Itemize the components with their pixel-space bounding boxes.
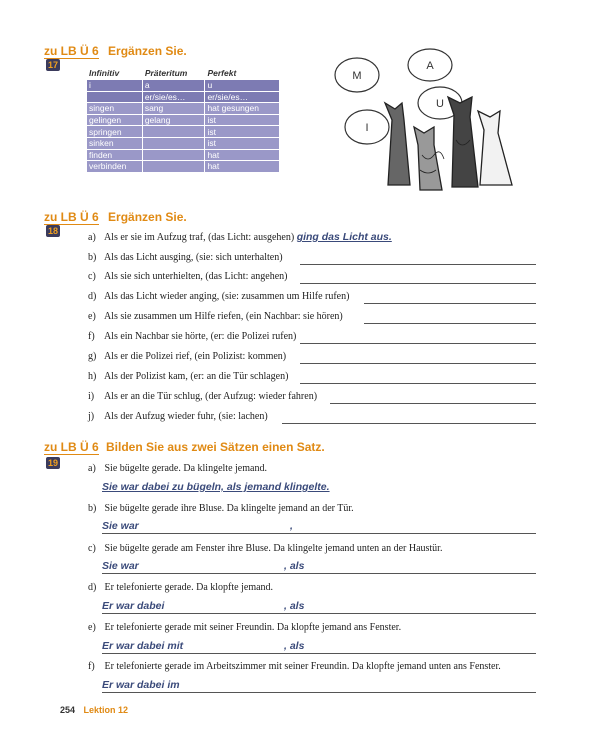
ex18-item: g) Als er die Polizei rief, (ein Polizist: kommen) xyxy=(88,351,287,362)
item-text: Als er an die Tür schlug, (der Aufzug: wieder fahren) xyxy=(103,391,318,402)
ex19-item: a) Sie bügelte gerade. Da klingelte jemand. xyxy=(88,463,267,474)
item-text: Als er sie im Aufzug traf, (das Licht: ausgehen) xyxy=(103,232,295,243)
col-infinitiv: Infinitiv xyxy=(87,67,143,80)
handwritten-answer: ging das Licht aus. xyxy=(296,231,392,243)
verb-table-header xyxy=(87,67,280,80)
answer-line[interactable] xyxy=(102,692,536,693)
table-row xyxy=(87,103,280,115)
table-row xyxy=(87,161,280,173)
table-cell-blank[interactable] xyxy=(142,126,205,138)
cat-figure xyxy=(448,97,478,187)
item-text: Er telefonierte gerade im Arbeitszimmer mit seiner Freundin. Da klopfte jemand unten ans Fenster. xyxy=(104,661,501,672)
page-footer xyxy=(60,705,128,715)
table-cell-blank[interactable] xyxy=(142,149,205,161)
answer-start: Er war dabei im xyxy=(102,679,180,691)
ex18-item: i) Als er an die Tür schlug, (der Aufzug: wieder fahren) xyxy=(88,391,318,402)
cat-figure xyxy=(414,127,442,190)
table-cell: a xyxy=(142,80,205,92)
ex19-number: 19 xyxy=(47,458,58,468)
answer-connector: , als xyxy=(284,560,305,572)
item-text: Als sie sich unterhielten, (das Licht: angehen) xyxy=(103,271,288,282)
table-cell: ist xyxy=(205,114,280,126)
answer-connector: , als xyxy=(284,640,305,652)
ex19-item: d) Er telefonierte gerade. Da klopfte jemand. xyxy=(88,582,274,593)
ex19-item: f) Er telefonierte gerade im Arbeitszimmer mit seiner Freundin. Da klopfte jemand unten ans Fenster. xyxy=(88,661,501,672)
answer-start: Sie war xyxy=(102,560,139,572)
table-cell: hat xyxy=(205,149,280,161)
cat-figure xyxy=(478,111,512,185)
table-cell: gelang xyxy=(142,114,205,126)
answer-connector: , als xyxy=(284,600,305,612)
item-text: Sie bügelte gerade ihre Bluse. Da klingelte jemand an der Tür. xyxy=(104,503,354,514)
ex18-item: b) Als das Licht ausging, (sie: sich unterhalten) xyxy=(88,252,283,263)
answer-start: Er war dabei mit xyxy=(102,640,184,652)
table-row xyxy=(87,126,280,138)
ex17-heading: Ergänzen Sie. xyxy=(108,44,187,58)
bubble-letter: U xyxy=(436,98,444,110)
page-number: 254 xyxy=(60,705,76,715)
ex17-number: 17 xyxy=(47,60,58,70)
lesson-label: Lektion 12 xyxy=(83,705,129,715)
ex18-item: j) Als der Aufzug wieder fuhr, (sie: lachen) xyxy=(88,411,268,422)
table-row xyxy=(87,149,280,161)
answer-line[interactable] xyxy=(300,383,536,384)
table-row xyxy=(87,91,280,103)
answer-line[interactable] xyxy=(102,573,536,574)
ex18-item: e) Als sie zusammen um Hilfe riefen, (ein Nachbar: sie hören) xyxy=(88,311,343,322)
ex18-item: d) Als das Licht wieder anging, (sie: zusammen um Hilfe rufen) xyxy=(88,291,350,302)
table-cell: i xyxy=(87,80,143,92)
cats-illustration xyxy=(330,45,540,195)
ex17-title xyxy=(44,44,187,58)
ex18-item: h) Als der Polizist kam, (er: an die Tür schlagen) xyxy=(88,371,289,382)
item-text: Als der Polizist kam, (er: an die Tür schlagen) xyxy=(103,371,289,382)
table-cell: verbinden xyxy=(87,161,143,173)
table-cell: sinken xyxy=(87,137,143,149)
answer-start: Sie war xyxy=(102,520,139,532)
item-text: Sie bügelte gerade am Fenster ihre Bluse. Da klingelte jemand unten an der Haustür. xyxy=(104,543,443,554)
answer-line[interactable] xyxy=(300,343,536,344)
item-text: Als er die Polizei rief, (ein Polizist: kommen) xyxy=(103,351,287,362)
table-cell: ist xyxy=(205,126,280,138)
ex18-item: a) Als er sie im Aufzug traf, (das Licht: ausgehen) ging das Licht aus. xyxy=(88,231,392,243)
ex18-title xyxy=(44,210,187,224)
answer-start: Er war dabei xyxy=(102,600,165,612)
table-cell: er/sie/es… xyxy=(205,91,280,103)
table-cell: u xyxy=(205,80,280,92)
item-text: Als sie zusammen um Hilfe riefen, (ein Nachbar: sie hören) xyxy=(103,311,343,322)
answer-line[interactable] xyxy=(282,423,536,424)
col-praeteritum: Präteritum xyxy=(142,67,205,80)
table-cell: singen xyxy=(87,103,143,115)
answer-line[interactable] xyxy=(102,533,536,534)
answer-line[interactable] xyxy=(102,653,536,654)
bubble-letter: A xyxy=(426,60,434,72)
answer-line[interactable] xyxy=(364,323,536,324)
handwritten-answer: Sie war dabei zu bügeln, als jemand klingelte. xyxy=(102,481,330,493)
table-cell: finden xyxy=(87,149,143,161)
answer-line[interactable] xyxy=(300,264,536,265)
table-cell-blank[interactable] xyxy=(142,137,205,149)
table-cell: sang xyxy=(142,103,205,115)
ex19-ref: zu LB Ü 6 xyxy=(44,440,99,454)
item-text: Als das Licht wieder anging, (sie: zusammen um Hilfe rufen) xyxy=(103,291,350,302)
table-cell: hat xyxy=(205,161,280,173)
table-cell: ist xyxy=(205,137,280,149)
table-cell: gelingen xyxy=(87,114,143,126)
ex19-item: b) Sie bügelte gerade ihre Bluse. Da klingelte jemand an der Tür. xyxy=(88,503,354,514)
item-text: Als ein Nachbar sie hörte, (er: die Polizei rufen) xyxy=(103,331,297,342)
answer-line[interactable] xyxy=(364,303,536,304)
ex19-item: c) Sie bügelte gerade am Fenster ihre Bluse. Da klingelte jemand unten an der Haustür. xyxy=(88,543,443,554)
table-row xyxy=(87,80,280,92)
table-cell xyxy=(87,91,143,103)
ex19-heading: Bilden Sie aus zwei Sätzen einen Satz. xyxy=(106,440,325,454)
ex18-heading: Ergänzen Sie. xyxy=(108,210,187,224)
ex17-ref: zu LB Ü 6 xyxy=(44,44,99,58)
item-text: Er telefonierte gerade. Da klopfte jemand. xyxy=(104,582,274,593)
table-cell-blank[interactable] xyxy=(142,161,205,173)
ex18-item: c) Als sie sich unterhielten, (das Licht: angehen) xyxy=(88,271,288,282)
col-perfekt: Perfekt xyxy=(205,67,280,80)
ex18-item: f) Als ein Nachbar sie hörte, (er: die Polizei rufen) xyxy=(88,331,297,342)
answer-line[interactable] xyxy=(330,403,536,404)
verb-table xyxy=(86,66,280,173)
item-text: Als der Aufzug wieder fuhr, (sie: lachen) xyxy=(103,411,268,422)
bubble-letter: I xyxy=(365,122,369,134)
table-cell: hat gesungen xyxy=(205,103,280,115)
answer-connector: , xyxy=(290,520,293,532)
table-cell: er/sie/es… xyxy=(142,91,205,103)
table-row xyxy=(87,137,280,149)
table-row xyxy=(87,114,280,126)
ex18-number: 18 xyxy=(47,226,58,236)
ex19-title xyxy=(44,440,325,454)
ex18-ref: zu LB Ü 6 xyxy=(44,210,99,224)
item-text: Sie bügelte gerade. Da klingelte jemand. xyxy=(104,463,267,474)
table-cell: springen xyxy=(87,126,143,138)
ex19-item: e) Er telefonierte gerade mit seiner Freundin. Da klopfte jemand ans Fenster. xyxy=(88,622,402,633)
answer-line[interactable] xyxy=(102,613,536,614)
item-text: Er telefonierte gerade mit seiner Freundin. Da klopfte jemand ans Fenster. xyxy=(104,622,402,633)
item-text: Als das Licht ausging, (sie: sich unterhalten) xyxy=(103,252,283,263)
bubble-letter: M xyxy=(352,70,362,82)
answer-line[interactable] xyxy=(300,283,536,284)
cat-figure xyxy=(385,103,410,185)
answer-line[interactable] xyxy=(300,363,536,364)
